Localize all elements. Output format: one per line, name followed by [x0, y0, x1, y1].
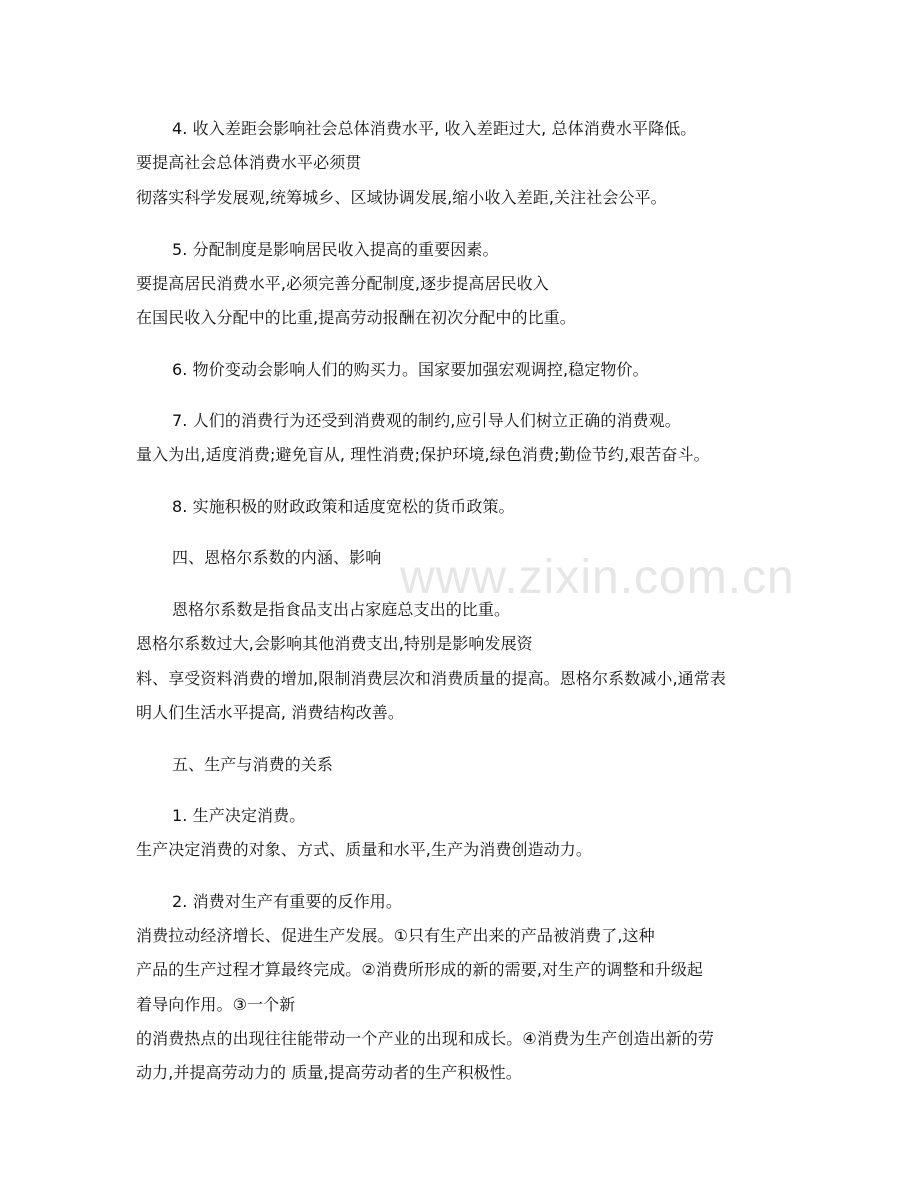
paragraph-line: 恩格尔系数是指食品支出占家庭总支出的比重。	[172, 600, 511, 619]
paragraph-line: 动力,并提高劳动力的 质量,提高劳动者的生产积极性。	[136, 1063, 522, 1082]
paragraph-line: 4. 收入差距会影响社会总体消费水平, 收入差距过大, 总体消费水平降低。	[172, 119, 697, 138]
paragraph-line: 1. 生产决定消费。	[172, 806, 306, 825]
paragraph-line: 的消费热点的出现往往能带动一个产业的出现和成长。④消费为生产创造出新的劳	[136, 1029, 714, 1048]
paragraph-line: 在国民收入分配中的比重,提高劳动报酬在初次分配中的比重。	[136, 308, 576, 327]
paragraph-line: 恩格尔系数过大,会影响其他消费支出,特别是影响发展资	[136, 634, 533, 653]
paragraph-line: 5. 分配制度是影响居民收入提高的重要因素。	[172, 240, 499, 259]
section-heading: 四、恩格尔系数的内涵、影响	[172, 548, 382, 567]
paragraph-line: 7. 人们的消费行为还受到消费观的制约,应引导人们树立正确的消费观。	[172, 411, 681, 430]
paragraph-line: 消费拉动经济增长、促进生产发展。①只有生产出来的产品被消费了,这种	[136, 926, 655, 945]
paragraph-line: 6. 物价变动会影响人们的购买力。国家要加强宏观调控,稳定物价。	[172, 360, 649, 379]
paragraph-line: 要提高社会总体消费水平必须贯	[136, 153, 362, 172]
paragraph-line: 着导向作用。③一个新	[136, 995, 296, 1014]
paragraph-line: 2. 消费对生产有重要的反作用。	[172, 892, 402, 911]
paragraph-line: 料、享受资料消费的增加,限制消费层次和消费质量的提高。恩格尔系数减小,通常表	[136, 669, 726, 688]
watermark: www.zixin.com.cn	[400, 551, 795, 604]
paragraph-line: 生产决定消费的对象、方式、质量和水平,生产为消费创造动力。	[136, 840, 592, 859]
paragraph-line: 8. 实施积极的财政政策和适度宽松的货币政策。	[172, 497, 515, 516]
paragraph-line: 明人们生活水平提高, 消费结构改善。	[136, 703, 404, 722]
paragraph-line: 彻落实科学发展观,统筹城乡、区域协调发展,缩小收入差距,关注社会公平。	[136, 188, 667, 207]
paragraph-line: 要提高居民消费水平,必须完善分配制度,逐步提高居民收入	[136, 274, 549, 293]
paragraph-line: 产品的生产过程才算最终完成。②消费所形成的新的需要,对生产的调整和升级起	[136, 960, 704, 979]
section-heading: 五、生产与消费的关系	[172, 755, 334, 774]
paragraph-line: 量入为出,适度消费;避免盲从, 理性消费;保护环境,绿色消费;勤俭节约,艰苦奋斗。	[136, 445, 710, 464]
